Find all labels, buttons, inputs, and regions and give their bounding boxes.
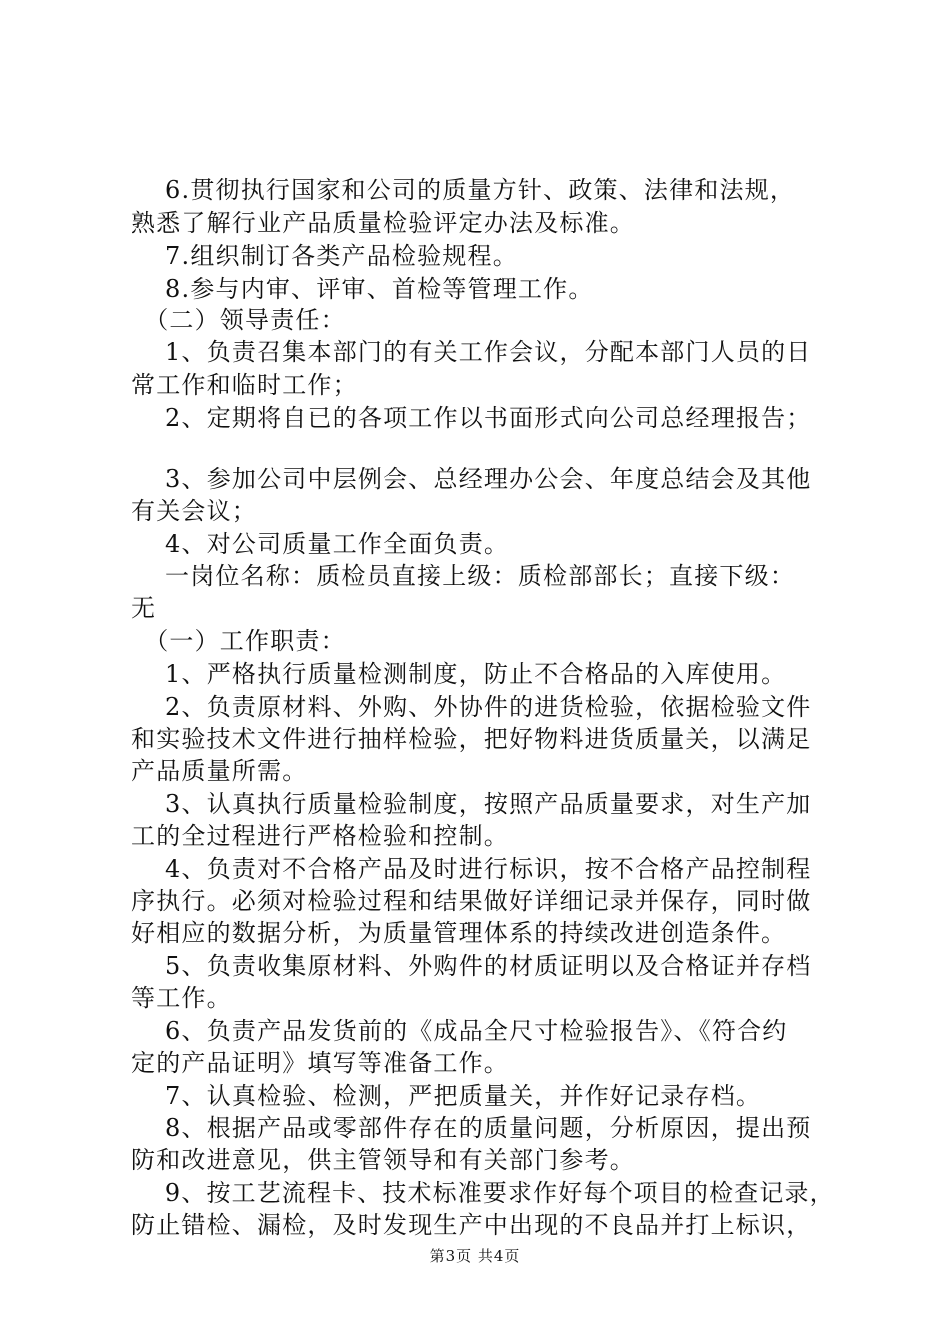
text-line: 熟悉了解行业产品质量检验评定办法及标准。 — [131, 209, 635, 237]
page-number-footer: 第3页 共4页 — [429, 1247, 521, 1265]
text-line: 3、认真执行质量检验制度，按照产品质量要求，对生产加 — [131, 790, 812, 818]
text-line: 3、参加公司中层例会、总经理办公会、年度总结会及其他 — [131, 465, 812, 493]
text-line: 常工作和临时工作； — [131, 371, 358, 399]
text-line: 2、负责原材料、外购、外协件的进货检验，依据检验文件 — [131, 693, 812, 721]
text-line: 和实验技术文件进行抽样检验，把好物料进货质量关，以满足 — [131, 725, 812, 753]
text-line: 9、按工艺流程卡、技术标准要求作好每个项目的检查记录， — [131, 1179, 835, 1207]
text-line: 1、严格执行质量检测制度，防止不合格品的入库使用。 — [131, 660, 787, 688]
text-line: 4、负责对不合格产品及时进行标识，按不合格产品控制程 — [131, 855, 812, 883]
text-line: 2、定期将自已的各项工作以书面形式向公司总经理报告； — [131, 404, 812, 432]
text-line: 无 — [131, 594, 157, 622]
text-line: 6、负责产品发货前的《成品全尺寸检验报告》、《符合约 — [131, 1017, 788, 1045]
text-line: 7、认真检验、检测，严把质量关，并作好记录存档。 — [131, 1082, 762, 1110]
text-line: 防和改进意见，供主管领导和有关部门参考。 — [131, 1146, 635, 1174]
text-line: 定的产品证明》填写等准备工作。 — [131, 1049, 509, 1077]
text-line: 序执行。必须对检验过程和结果做好详细记录并保存，同时做 — [131, 887, 812, 915]
section-heading: （二）领导责任： — [131, 306, 346, 334]
text-line: 8.参与内审、评审、首检等管理工作。 — [131, 275, 594, 303]
text-line: 一岗位名称：质检员直接上级：质检部部长；直接下级： — [131, 562, 796, 590]
text-line: 6.贯彻执行国家和公司的质量方针、政策、法律和法规， — [131, 176, 796, 204]
text-line: 4、对公司质量工作全面负责。 — [131, 530, 510, 558]
section-heading: （一）工作职责： — [131, 627, 346, 655]
text-line: 等工作。 — [131, 984, 232, 1012]
text-line: 好相应的数据分析，为质量管理体系的持续改进创造条件。 — [131, 919, 787, 947]
text-line: 有关会议； — [131, 497, 257, 525]
text-line: 8、根据产品或零部件存在的质量问题，分析原因，提出预 — [131, 1114, 812, 1142]
text-line: 1、负责召集本部门的有关工作会议，分配本部门人员的日 — [131, 338, 812, 366]
text-line: 5、负责收集原材料、外购件的材质证明以及合格证并存档 — [131, 952, 812, 980]
text-line: 工的全过程进行严格检验和控制。 — [131, 822, 509, 850]
text-line: 产品质量所需。 — [131, 757, 308, 785]
text-line: 防止错检、漏检，及时发现生产中出现的不良品并打上标识， — [131, 1211, 812, 1239]
text-line: 7.组织制订各类产品检验规程。 — [131, 242, 518, 270]
